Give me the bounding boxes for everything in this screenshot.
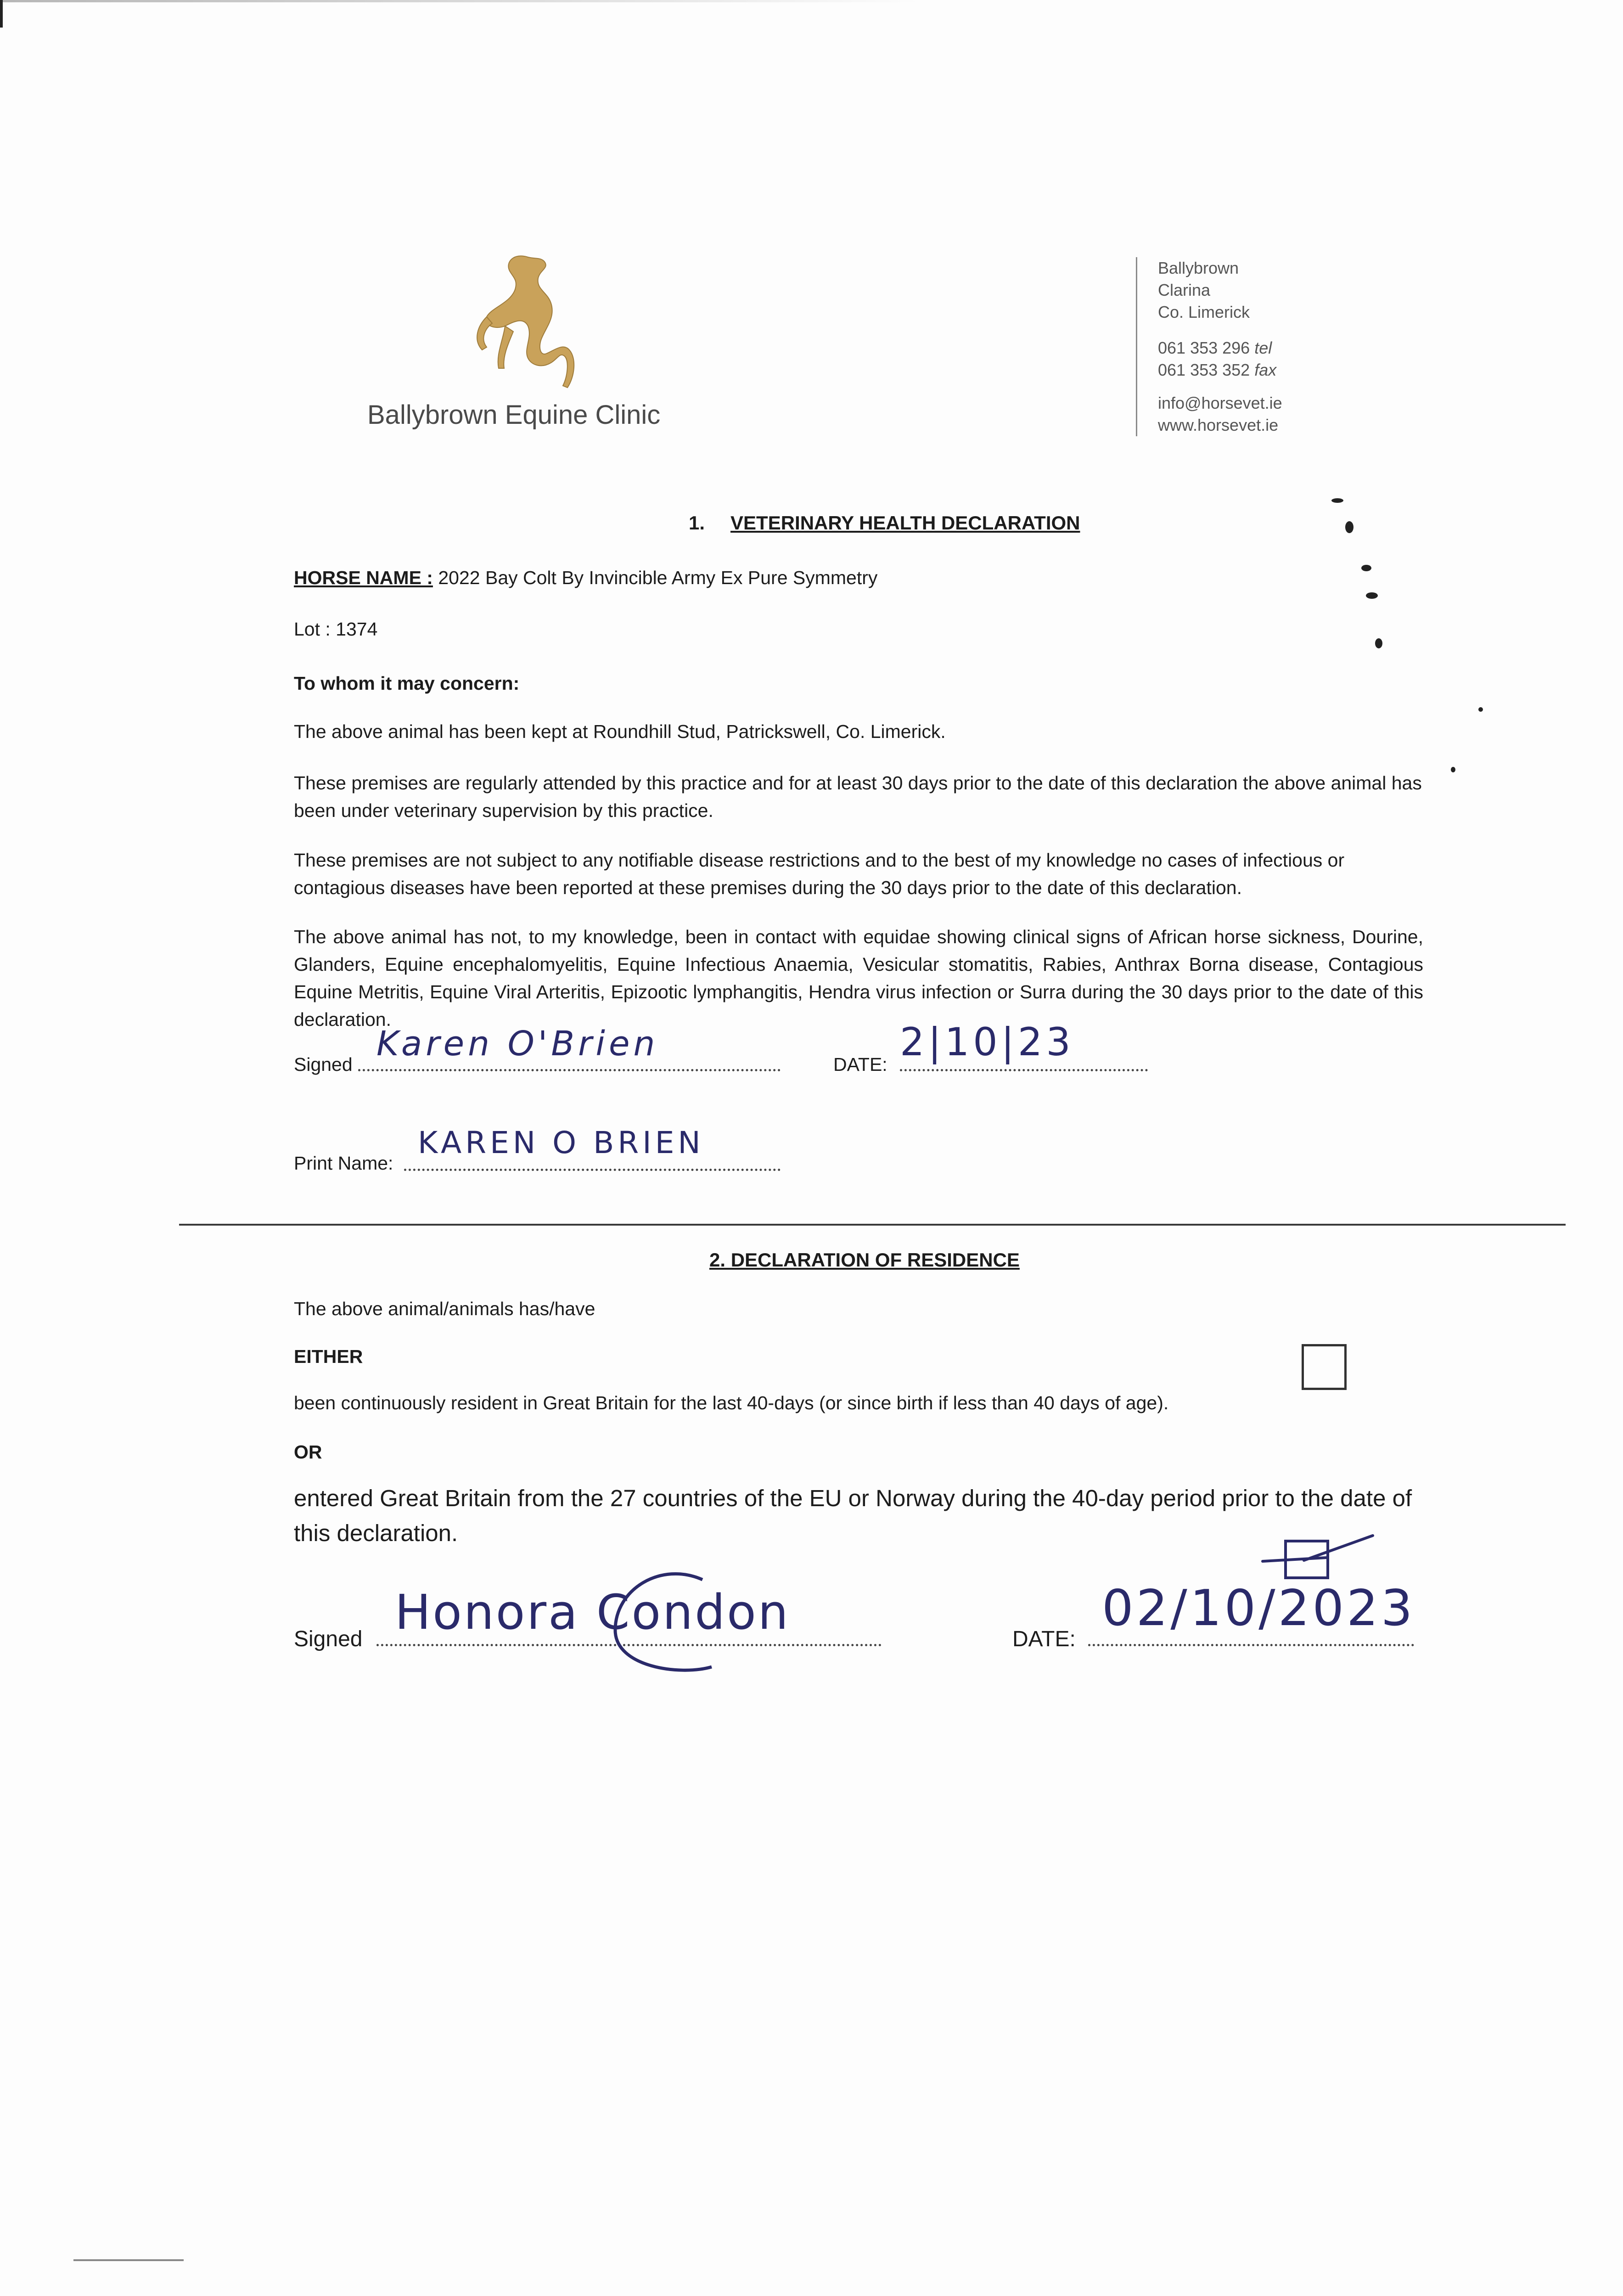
date-label-2: DATE: [1012,1627,1076,1651]
scan-speck [1451,767,1455,772]
horse-name-label: HORSE NAME : [294,567,433,588]
section-divider [179,1224,1566,1226]
telephone [1158,337,1272,359]
clinic-name: Ballybrown Equine Clinic [367,400,661,430]
section1-title-text: VETERINARY HEALTH DECLARATION [730,512,1080,534]
scan-speck [1478,707,1483,712]
scan-speck [1345,521,1353,533]
telephone-label: tel [1254,338,1272,357]
print-name-value: KAREN O BRIEN [418,1125,704,1160]
paragraph-disease-restrictions: These premises are not subject to any notifiable disease restrictions and to the best of my knowledge no cases of infectious or contagious diseases have been reported at these premises during the 30 days prior to the date of this declaration. [294,850,1345,898]
print-name-label: Print Name: [294,1153,393,1174]
either-label: EITHER [294,1346,363,1367]
signed-label-2: Signed [294,1627,363,1651]
horse-name-value: 2022 Bay Colt By Invincible Army Ex Pure Symmetry [438,567,878,588]
signature-honora: Honora Condon [395,1584,790,1640]
signed-label: Signed [294,1054,353,1075]
horse-name-row [294,564,877,591]
scan-edge-mark-bottom [73,2259,184,2261]
website: www.horsevet.ie [1158,416,1279,434]
address-line: Ballybrown [1158,259,1239,277]
lot-number: Lot : 1374 [294,619,378,640]
telephone-number: 061 353 296 [1158,338,1250,357]
option2-checkmark [1263,1536,1373,1561]
scan-speck [1361,565,1371,571]
fax-label: fax [1254,360,1277,379]
option1-checkbox[interactable] [1302,1344,1347,1390]
signature-karen: Karen O'Brien [376,1024,659,1064]
section1-title [689,512,1080,534]
address-divider [1136,257,1137,436]
horse-logo-icon [459,248,578,400]
paragraph-supervision: These premises are regularly attended by this practice and for at least 30 days prior to the date of this declaration the above animal has been under veterinary supervision by this practice. [294,772,1422,821]
horse-logo-shape [477,256,574,388]
residence-intro: The above animal/animals has/have [294,1298,595,1319]
paragraph-premises: The above animal has been kept at Roundhill Stud, Patrickswell, Co. Limerick. [294,721,946,742]
fax [1158,359,1276,381]
signature-flourish [597,1561,762,1699]
date-value: 2|10|23 [900,1019,1074,1064]
section2-title: 2. DECLARATION OF RESIDENCE [709,1249,1020,1271]
option1-text: been continuously resident in Great Britain for the last 40-days (or since birth if less than 40 days of age). [294,1392,1169,1413]
scan-edge [0,0,918,2]
paragraph-contact-equidae: The above animal has not, to my knowledge, been in contact with equidae showing clinical signs of African horse sickness, Dourine, Glanders, Equine encephalomyelitis, Equine Infectious Anaemia, Vesicular stomatitis, Rabies, Anthrax Borna disease, Contagious Equine Metritis, Equine Viral Arteritis, Epizootic lymphangitis, Hendra virus infection or Surra during the 30 days prior to the date of this declaration. [294,926,1423,1030]
address-line: Clarina [1158,281,1211,299]
salutation: To whom it may concern: [294,673,520,694]
scan-speck [1331,498,1343,503]
fax-number: 061 353 352 [1158,360,1250,379]
email: info@horsevet.ie [1158,394,1282,412]
scan-speck [1366,592,1378,599]
address-line: Co. Limerick [1158,303,1250,321]
scan-edge-mark [0,0,3,28]
scan-speck [1375,638,1382,648]
option2-text: entered Great Britain from the 27 countries of the EU or Norway during the 40-day period prior to the date of this declaration. [294,1485,1412,1546]
date-label: DATE: [833,1054,887,1075]
or-label: OR [294,1441,322,1463]
section1-number: 1. [689,512,705,534]
date-value-2: 02/10/2023 [1102,1580,1415,1637]
